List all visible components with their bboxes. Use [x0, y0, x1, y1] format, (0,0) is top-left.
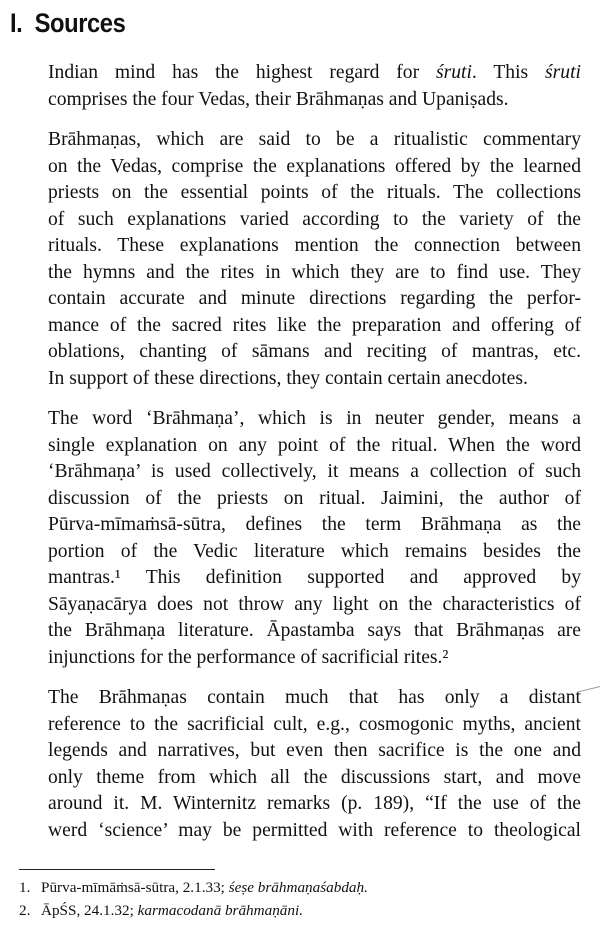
paragraph-sruti	[19, 60, 581, 113]
text-line: The word ‘Brāhmaṇa’, which is in neuter gender, means a	[48, 408, 581, 429]
text-line: In support of these directions, they contain certain anecdotes.	[48, 367, 528, 389]
text-line: Indian mind has the highest regard for śruti. This śruti	[48, 62, 581, 83]
text-line: Pūrva-mīmaṁsā-sūtra, defines the term Brāhmaṇa as the	[48, 514, 581, 535]
text-line: The Brāhmaṇas contain much that has only a distant	[48, 687, 581, 708]
text-line: single explanation on any point of the ritual. When the word	[48, 434, 581, 456]
footnote-rule	[19, 869, 215, 870]
footnote-2	[19, 899, 368, 922]
text-line: discussion of the priests on ritual. Jaimini, the author of	[48, 487, 581, 509]
footnote-1	[19, 876, 368, 899]
text-line: Brāhmaṇas, which are said to be a ritualistic commentary	[48, 129, 581, 150]
section-number: I.	[10, 8, 23, 38]
footnote-citation: karmacodanā brāhmaṇāni.	[137, 902, 304, 919]
footnote-citation: śeṣe brāhmaṇaśabdaḥ.	[228, 879, 368, 896]
text-line: mance of the sacred rites like the preparation and offering of	[48, 314, 581, 336]
text-line: only theme from which all the discussions start, and move	[48, 766, 581, 788]
text-line: ‘Brāhmaṇa’ is used collectively, it means a collection of such	[48, 461, 581, 482]
footnotes	[19, 876, 368, 922]
text-line: mantras.¹ This definition supported and approved by	[48, 567, 581, 588]
text-line: comprises the four Vedas, their Brāhmaṇas and Upaniṣads.	[48, 88, 509, 110]
text-line: the hymns and the rites in which they are to find use. They	[48, 261, 581, 283]
emphasis-sruti: śruti	[435, 62, 472, 83]
paragraph-brahmanas	[19, 127, 581, 392]
text-line: rituals. These explanations mention the connection between	[48, 235, 581, 256]
text-line: priests on the essential points of the rituals. The collections	[48, 182, 581, 203]
text-line: injunctions for the performance of sacrificial rites.²	[48, 646, 449, 668]
text-line: Sāyaṇacārya does not throw any light on the characteristics of	[48, 593, 581, 615]
section-title: Sources	[34, 8, 126, 38]
emphasis-sruti: śruti	[545, 62, 581, 83]
section-heading	[10, 8, 125, 39]
footnote-number: 2.	[19, 902, 31, 919]
text-line: oblations, chanting of sāmans and reciting of mantras, etc.	[48, 341, 581, 362]
text-line: reference to the sacrificial cult, e.g., cosmogonic myths, ancient	[48, 713, 581, 735]
body-text	[19, 60, 581, 858]
paragraph-sacrificial-cult	[19, 685, 581, 844]
footnote-text: Pūrva-mīmāṁsā-sūtra, 2.1.33;	[41, 879, 229, 896]
text-line: the Brāhmaṇa literature. Āpastamba says that Brāhmaṇas are	[48, 620, 581, 641]
text-line: on the Vedas, comprise the explanations offered by the learned	[48, 155, 581, 177]
text-line: of such explanations varied according to the variety of the	[48, 208, 581, 230]
text-line: contain accurate and minute directions regarding the perfor-	[48, 288, 581, 309]
text-line: legends and narratives, but even then sacrifice is the one and	[48, 740, 581, 761]
text-line: werd ‘science’ may be permitted with reference to theological	[48, 819, 581, 841]
text-line: portion of the Vedic literature which remains besides the	[48, 540, 581, 562]
text-line: around it. M. Winternitz remarks (p. 189), “If the use of the	[48, 793, 581, 814]
footnote-number: 1.	[19, 879, 31, 896]
paragraph-word-brahmana	[19, 406, 581, 671]
footnote-text: ĀpŚS, 24.1.32;	[41, 902, 138, 919]
